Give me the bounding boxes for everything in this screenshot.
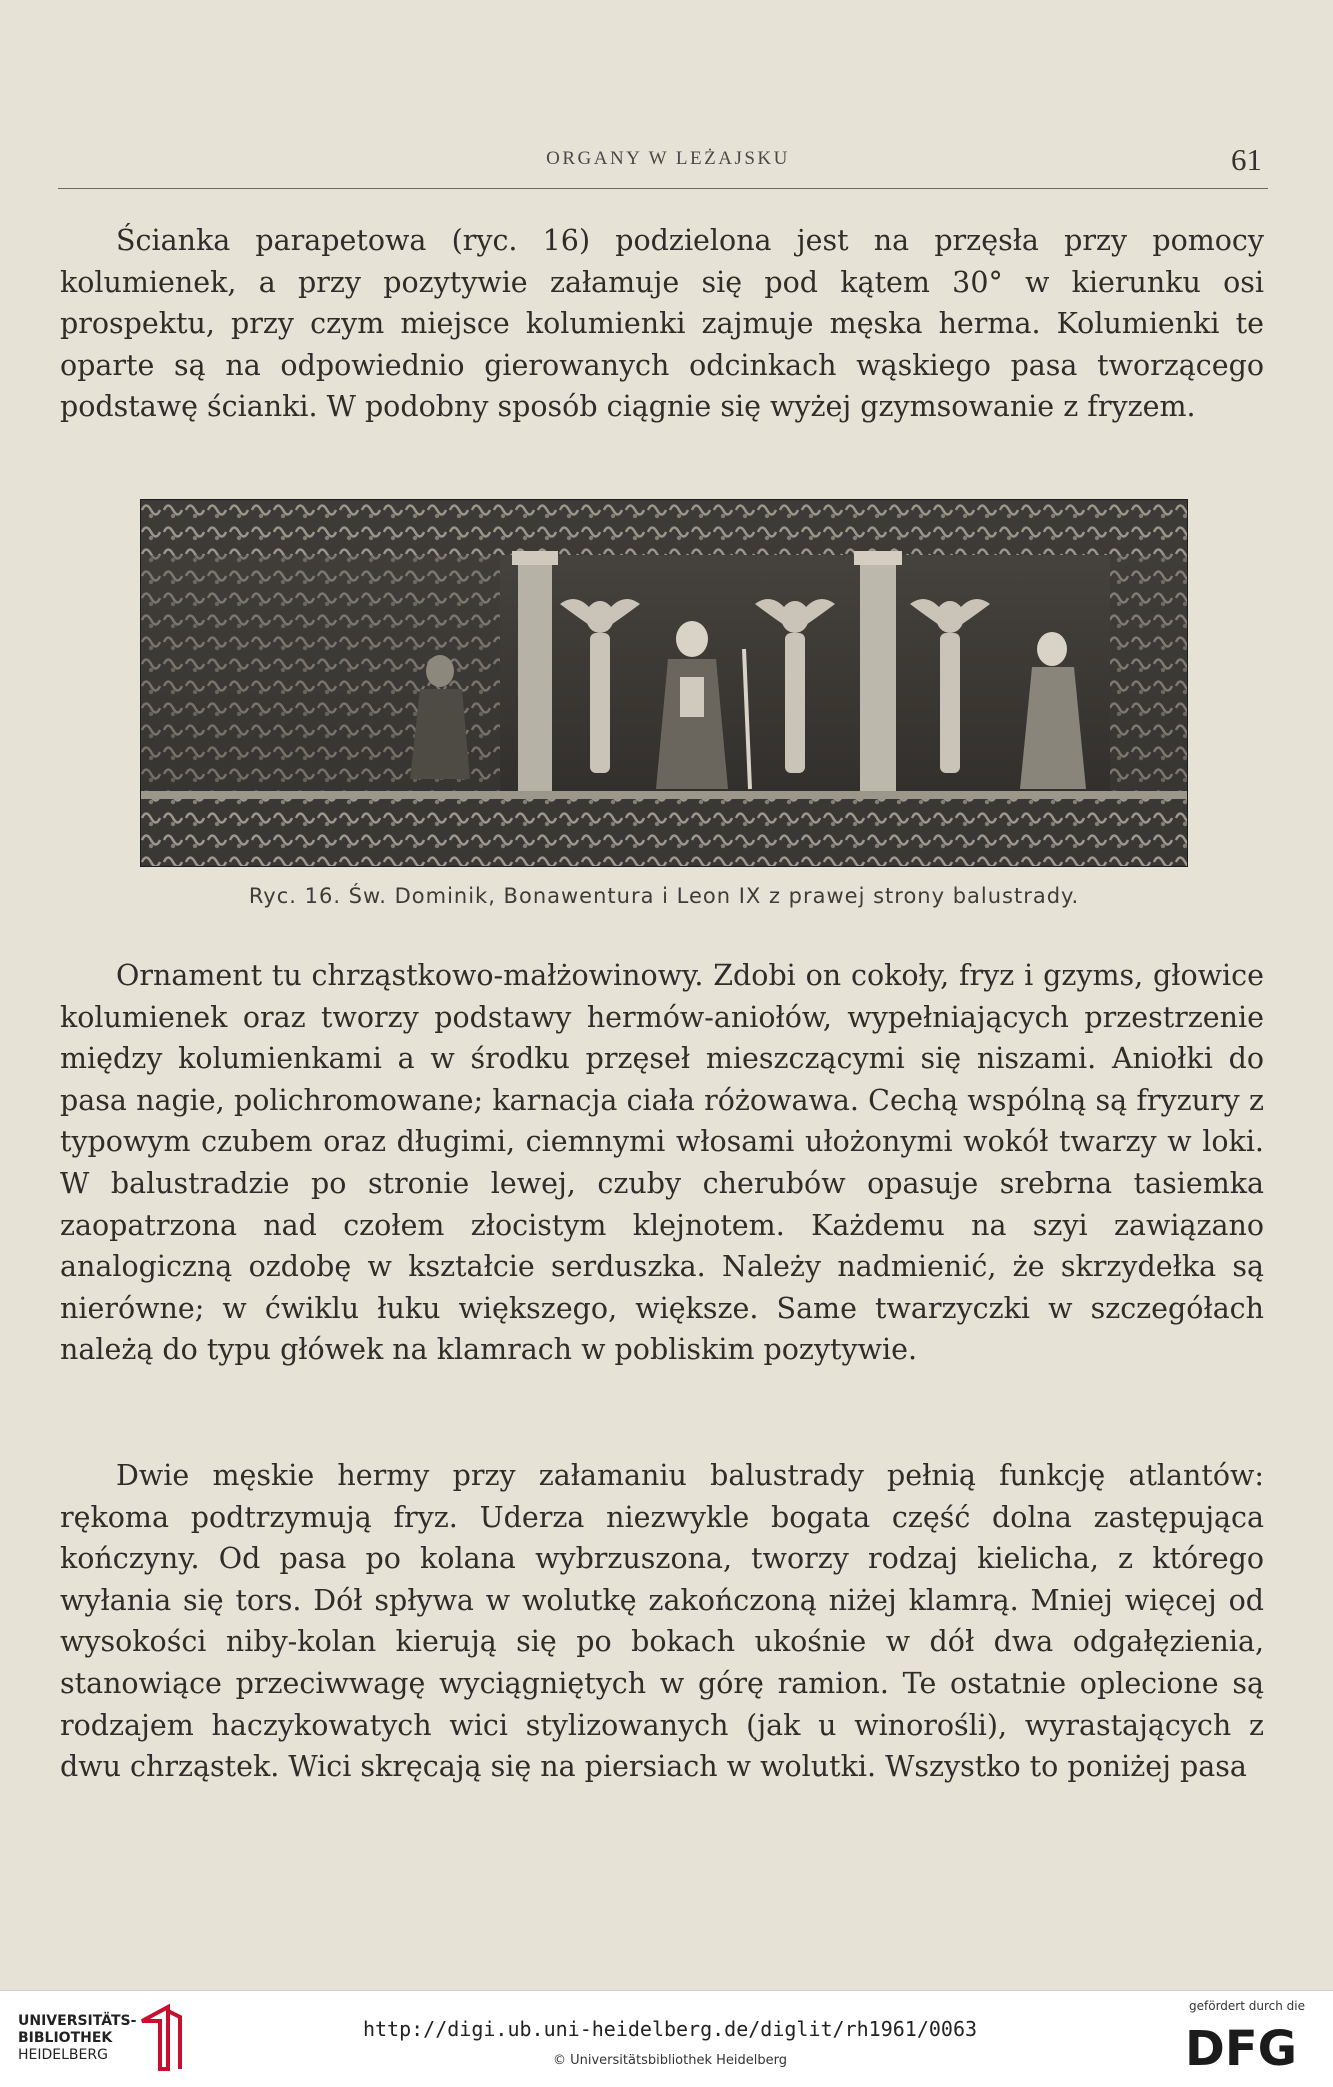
balustrade-photo-illustration xyxy=(140,499,1188,867)
paragraph-1: Ścianka parapetowa (ryc. 16) podzielona jest na przęsła przy pomocy kolumienek, a przy pozytywie załamuje się pod kątem 30° w kierunku osi prospektu, przy czym miejsce kolumienki zajmuje męska herma. Kolumienki te oparte są na odpowiednio gierowanych odcinkach wąskiego pasa tworzącego podstawę ścianki. W podobny sposób ciągnie się wyżej gzymsowanie z fryzem. xyxy=(60,224,1264,424)
library-name-line3: HEIDELBERG xyxy=(18,2047,108,2063)
figure-photo-balustrade xyxy=(140,499,1188,867)
paragraph-2: Ornament tu chrząstkowo-małżowinowy. Zdobi on cokoły, fryz i gzyms, głowice kolumienek oraz tworzy podstawy hermów-aniołów, wypełniających przestrzenie między kolumienkami a w środku przęseł mieszczącymi się niszami. Aniołki do pasa nagie, polichromowane; karnacja ciała różowawa. Cechą wspólną są fryzury z typowym czubem oraz długimi, ciemnymi włosami ułożonymi wokół twarzy w loki. W balustradzie po stronie lewej, czuby cherubów opasuje srebrna tasiemka zaopatrzona nad czołem złocistym klejnotem. Każdemu na szyi zawiązano analogiczną ozdobę w kształcie serduszka. Należy nadmienić, że skrzydełka są nierówne; w ćwiklu łuku większego, większe. Same twarzyczki w szczegółach należą do typu główek na klamrach w pobliskim pozytywie. xyxy=(60,959,1264,1367)
library-name xyxy=(18,2013,136,2064)
funded-by-label: gefördert durch die xyxy=(1189,1999,1305,2013)
dfg-logo-icon xyxy=(1185,2021,1305,2071)
running-title: ORGANY W LEŻAJSKU xyxy=(546,148,790,169)
page-number: 61 xyxy=(1231,142,1262,177)
figure-caption: Ryc. 16. Św. Dominik, Bonawentura i Leon IX z prawej strony balustrady. xyxy=(248,884,1080,908)
library-logo-icon xyxy=(138,2003,184,2073)
paragraph-3: Dwie męskie hermy przy załamaniu balustrady pełnią funkcję atlantów: rękoma podtrzymują fryz. Uderza niezwykle bogata część dolna zastępująca kończyny. Od pasa po kolana wybrzuszona, tworzy rodzaj kielicha, z którego wyłania się tors. Dół spływa w wolutkę zakończoną niżej klamrą. Mniej więcej od wysokości niby-kolan kierują się po bokach ukośnie w dół dwa odgałęzienia, stanowiące przeciwwagę wyciągniętych w górę ramion. Te ostatnie oplecione są rodzajem haczykowatych wici stylizowanych (jak u winorośli), wyrastających z dwu chrząstek. Wici skręcają się na piersiach w wolutki. Wszystko to poniżej pasa xyxy=(60,1459,1264,1784)
page-header xyxy=(58,142,1268,189)
digitization-footer xyxy=(0,1990,1333,2087)
svg-text:DFG: DFG xyxy=(1185,2021,1298,2071)
copyright-notice: © Universitätsbibliothek Heidelberg xyxy=(552,2053,787,2068)
library-name-line1: UNIVERSITÄTS- xyxy=(18,2013,137,2029)
library-name-line2: BIBLIOTHEK xyxy=(18,2030,113,2046)
source-url-link[interactable]: http://digi.ub.uni-heidelberg.de/diglit/rh1961/0063 xyxy=(362,2017,978,2041)
